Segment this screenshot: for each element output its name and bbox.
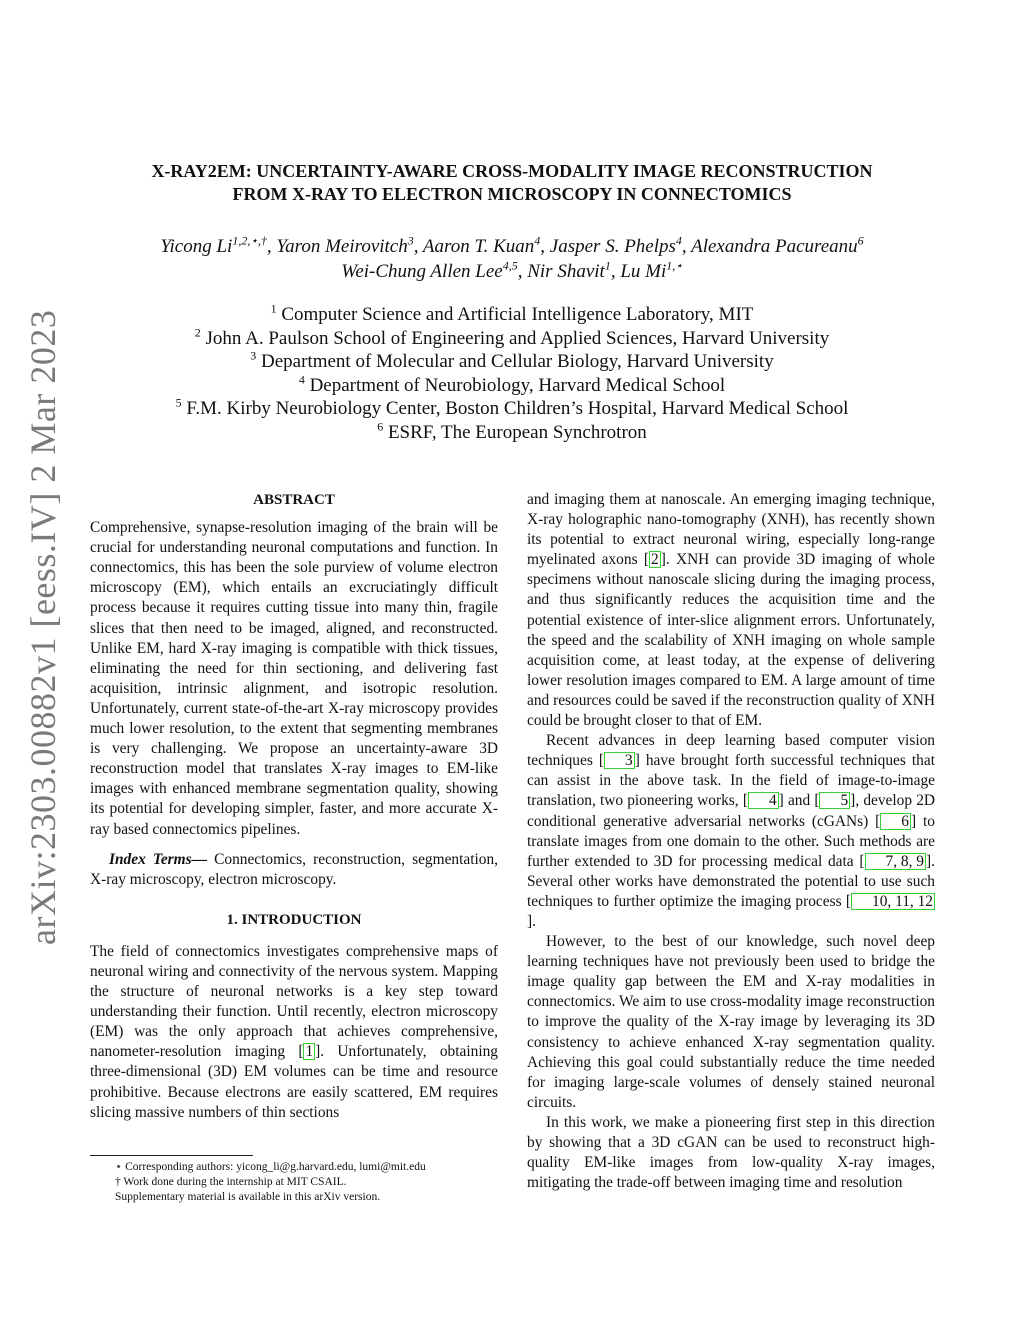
affiliation — [90, 303, 934, 327]
citation-link[interactable]: 1 — [305, 1043, 314, 1061]
arxiv-identifier: arXiv:2303.00882v1 [eess.IV] 2 Mar 2023 — [23, 309, 63, 945]
affiliation-text: Department of Molecular and Cellular Biology, Harvard University — [261, 351, 774, 372]
author-sup: 4,5 — [502, 258, 518, 273]
affiliation — [90, 327, 934, 351]
author-name: Nir Shavit — [527, 261, 605, 282]
affiliation — [90, 350, 934, 374]
index-terms-text: Connectomics, reconstruction, segmentation, X-ray microscopy, electron microscopy. — [90, 850, 498, 888]
left-column — [90, 490, 498, 1123]
intro-text: and — [783, 792, 815, 810]
affiliation-text: Department of Neurobiology, Harvard Medical School — [309, 374, 726, 396]
intro-text: . XNH can provide 3D imaging of whole specimens without nanoscale slicing during the imaging process, and thus significantly reduces the acquisition time and the potential existence of inter-slice alignment errors. Unfortunately, the speed and the scalability of XNH imaging on whole sample acquisition come, at least today, at the expense of delivering lower resolution images compared to EM. A large amount of time and resources could be saved if the reconstruction quality of XNH could be brought closer to that of EM. — [527, 551, 935, 730]
footnote-rule — [90, 1155, 253, 1156]
footnote-internship: † Work done during the internship at MIT CSAIL. — [115, 1176, 347, 1188]
author-name: Yicong Li — [160, 236, 233, 257]
author-name: Lu Mi — [620, 261, 667, 282]
intro-text: and imaging them at nanoscale. An emerging imaging technique, X-ray holographic nano-tomography (XNH), has recently shown its potential to extract neuronal wiring, especially long-range myelinated axons — [527, 491, 935, 569]
paper-title — [90, 160, 934, 206]
affiliation — [90, 374, 934, 398]
intro-text: have brought forth successful techniques that can assist in the above task. In the field of image-to-image translation, two pioneering works, — [527, 752, 935, 810]
intro-paragraph-3: However, to the best of our knowledge, such novel deep learning techniques have not previously been used to bridge the image quality gap between the EM and X-ray modalities in connectomics. We aim to use cross-modality image reconstruction to improve the quality of the X-ray image by leveraging its 3D consistency to achieve enhanced X-ray segmentation quality. Achieving this goal could substantially reduce the time needed for imaging large-scale volumes of densely stained neuronal circuits. — [527, 933, 935, 1111]
citation-link[interactable]: 3 — [604, 752, 635, 769]
intro-paragraph-1: The field of connectomics investigates comprehensive maps of neuronal wiring and connectivity of the nervous system. Mapping the structure of neuronal networks is a key step toward understanding their function. Until recently, electron microscopy (EM) was the only approach that achieves comprehensive, nanometer-resolution imaging [ 1 ]. Unfortunately, obtaining three-dimensional (3D) EM volumes can be time and resource prohibitive. Because electrons are easily scattered, EM requires slicing massive numbers of thin sections — [90, 942, 498, 1121]
intro-paragraph-2: Recent advances in deep learning based computer vision techniques [ 3 ] have brought forth successful techniques that can assist in the above task. In the field of image-to-image translation, two pioneering works, [ 4 ] and [ 5 ], develop 2D conditional generative adversarial networks (cGANs) [ 6 ] to translate images from one domain to the other. Such methods are further extended to 3D for processing medical data [ 7, 8, 9 ]. Several other works have demonstrated the potential to use such techniques to further optimize the imaging process [ 10, 11, 12]. — [527, 732, 935, 930]
affiliation-text: John A. Paulson School of Engineering and Applied Sciences, Harvard University — [205, 327, 830, 349]
affiliation-text: ESRF, The European Synchrotron — [387, 421, 647, 443]
right-column — [527, 490, 935, 1193]
citation-link[interactable]: 6 — [880, 813, 911, 830]
author-sup: 1,⋆ — [666, 258, 683, 273]
footnotes — [90, 1155, 498, 1205]
intro-text: . Unfortunately, obtaining three-dimensional (3D) EM volumes can be time and resource prohibitive. Because electrons are easily scattered, EM requires slicing massive numbers of thin sections — [90, 1043, 498, 1121]
abstract-heading: ABSTRACT — [253, 492, 335, 508]
affiliation-number: 3 — [250, 348, 257, 363]
affiliation — [90, 397, 934, 421]
author-sup: 1 — [604, 258, 611, 273]
citation-link[interactable]: 2 — [650, 551, 659, 569]
affiliation — [90, 421, 934, 445]
citation-link[interactable]: 7, 8, 9 — [865, 853, 926, 870]
intro-text: . Several other works have demonstrated the potential to use such techniques to further optimize the imaging process — [527, 852, 935, 910]
affiliation-text: Computer Science and Artificial Intelligence Laboratory, MIT — [281, 304, 754, 325]
author-name: Alexandra Pacureanu — [691, 236, 858, 257]
author-name: Jasper S. Phelps — [549, 236, 676, 257]
introduction-heading: 1. INTRODUCTION — [226, 911, 362, 928]
index-terms — [90, 850, 498, 890]
intro-text: , develop 2D conditional generative adversarial networks (cGANs) — [527, 792, 935, 830]
affiliation-number: 5 — [175, 395, 182, 410]
affiliation-text: F.M. Kirby Neurobiology Center, Boston Children’s Hospital, Harvard Medical School — [186, 398, 849, 419]
index-terms-label: Index Terms— — [109, 850, 208, 868]
author-name: Aaron T. Kuan — [422, 236, 535, 257]
affiliation-list — [90, 303, 934, 444]
footnote-supplementary: Supplementary material is available in this arXiv version. — [115, 1191, 381, 1203]
affiliation-number: 6 — [377, 419, 384, 434]
author-sup: 1,2,⋆,† — [232, 233, 267, 248]
author-sup: 4 — [675, 233, 682, 248]
intro-text: to translate images from one domain to the other. Such methods are further extended to 3D for processing medical data — [527, 812, 935, 870]
footnote-corresponding: ⋆ Corresponding authors: yicong_li@g.harvard.edu, lumi@mit.edu — [115, 1161, 426, 1173]
abstract-text: Comprehensive, synapse-resolution imaging of the brain will be crucial for understanding neuronal computations and function. In connectomics, this has been the sole purview of volume electron microscopy (EM), which entails an excruciatingly difficult process because it requires cutting tissue into many thin, fragile slices that then need to be imaged, aligned, and reconstructed. Unlike EM, hard X-ray imaging is compatible with thick tissues, eliminating the need for thin sectioning, and delivering fast acquisition, intrinsic alignment, and isotropic resolution. Unfortunately, current state-of-the-art X-ray microscopy provides much lower resolution, to the extent that segmenting membranes is very challenging. We propose an uncertainty-aware 3D reconstruction model that translates X-ray images to EM-like images with enhanced membrane segmentation quality, showing its potential for developing simpler, faster, and more accurate X-ray based connectomics pipelines. — [90, 519, 498, 838]
affiliation-number: 2 — [194, 325, 201, 340]
author-sup: 6 — [857, 233, 864, 248]
author-line-1: Yicong $Li^{1,2,⋆,\dagger}$, Yaron Meirovitch$^3$, Aaron T. Kuan$^4$, Jasper S. Phelps$^4$, Alexandra Pacureanu$^6$ — [160, 233, 864, 257]
citation-link[interactable]: 5 — [819, 792, 850, 809]
author-line-2: Wei-Chung Allen Lee$^{4,5}$, Nir Shavit$^1$, Lu $Mi^{1,⋆}$ — [341, 258, 683, 282]
citation-link[interactable]: 4 — [748, 792, 779, 809]
citation-link[interactable]: 10, 11, 12 — [851, 893, 935, 910]
author-sup: 3 — [407, 233, 414, 248]
author-list — [90, 234, 934, 284]
intro-paragraph-1-cont: and imaging them at nanoscale. An emerging imaging technique, X-ray holographic nano-tomography (XNH), has recently shown its potential to extract neuronal wiring, especially long-range myelinated axons [ 2 ]. XNH can provide 3D imaging of whole specimens without nanoscale slicing during the imaging process, and thus significantly reduces the acquisition time and the potential existence of inter-slice alignment errors. Unfortunately, the speed and the scalability of XNH imaging on whole sample acquisition come, at least today, at the expense of delivering lower resolution images compared to EM. A large amount of time and resources could be saved if the reconstruction quality of XNH could be brought closer to that of EM. — [527, 491, 935, 730]
author-name: Yaron Meirovitch — [276, 236, 408, 257]
intro-paragraph-4: In this work, we make a pioneering first step in this direction by showing that a 3D cGAN can be used to reconstruct high-quality EM-like images from low-quality X-ray images, mitigating the trade-off between imaging time and resolution — [527, 1113, 935, 1192]
title-line-2: FROM X-RAY TO ELECTRON MICROSCOPY IN CONNECTOMICS — [232, 184, 792, 204]
intro-text: Recent advances in deep learning based computer vision techniques — [527, 732, 935, 770]
intro-text: The field of connectomics investigates comprehensive maps of neuronal wiring and connectivity of the nervous system. Mapping the structure of neuronal networks is a key step toward understanding their function. Until recently, electron microscopy (EM) was the only approach that achieves comprehensive, nanometer-resolution imaging — [90, 942, 498, 1061]
title-line-1: X-RAY2EM: UNCERTAINTY-AWARE CROSS-MODALITY IMAGE RECONSTRUCTION — [151, 161, 873, 181]
affiliation-number: 4 — [298, 372, 305, 387]
author-sup: 4 — [534, 233, 541, 248]
affiliation-number: 1 — [270, 301, 277, 316]
author-name: Wei-Chung Allen Lee — [341, 261, 503, 282]
intro-text: . — [532, 912, 536, 930]
